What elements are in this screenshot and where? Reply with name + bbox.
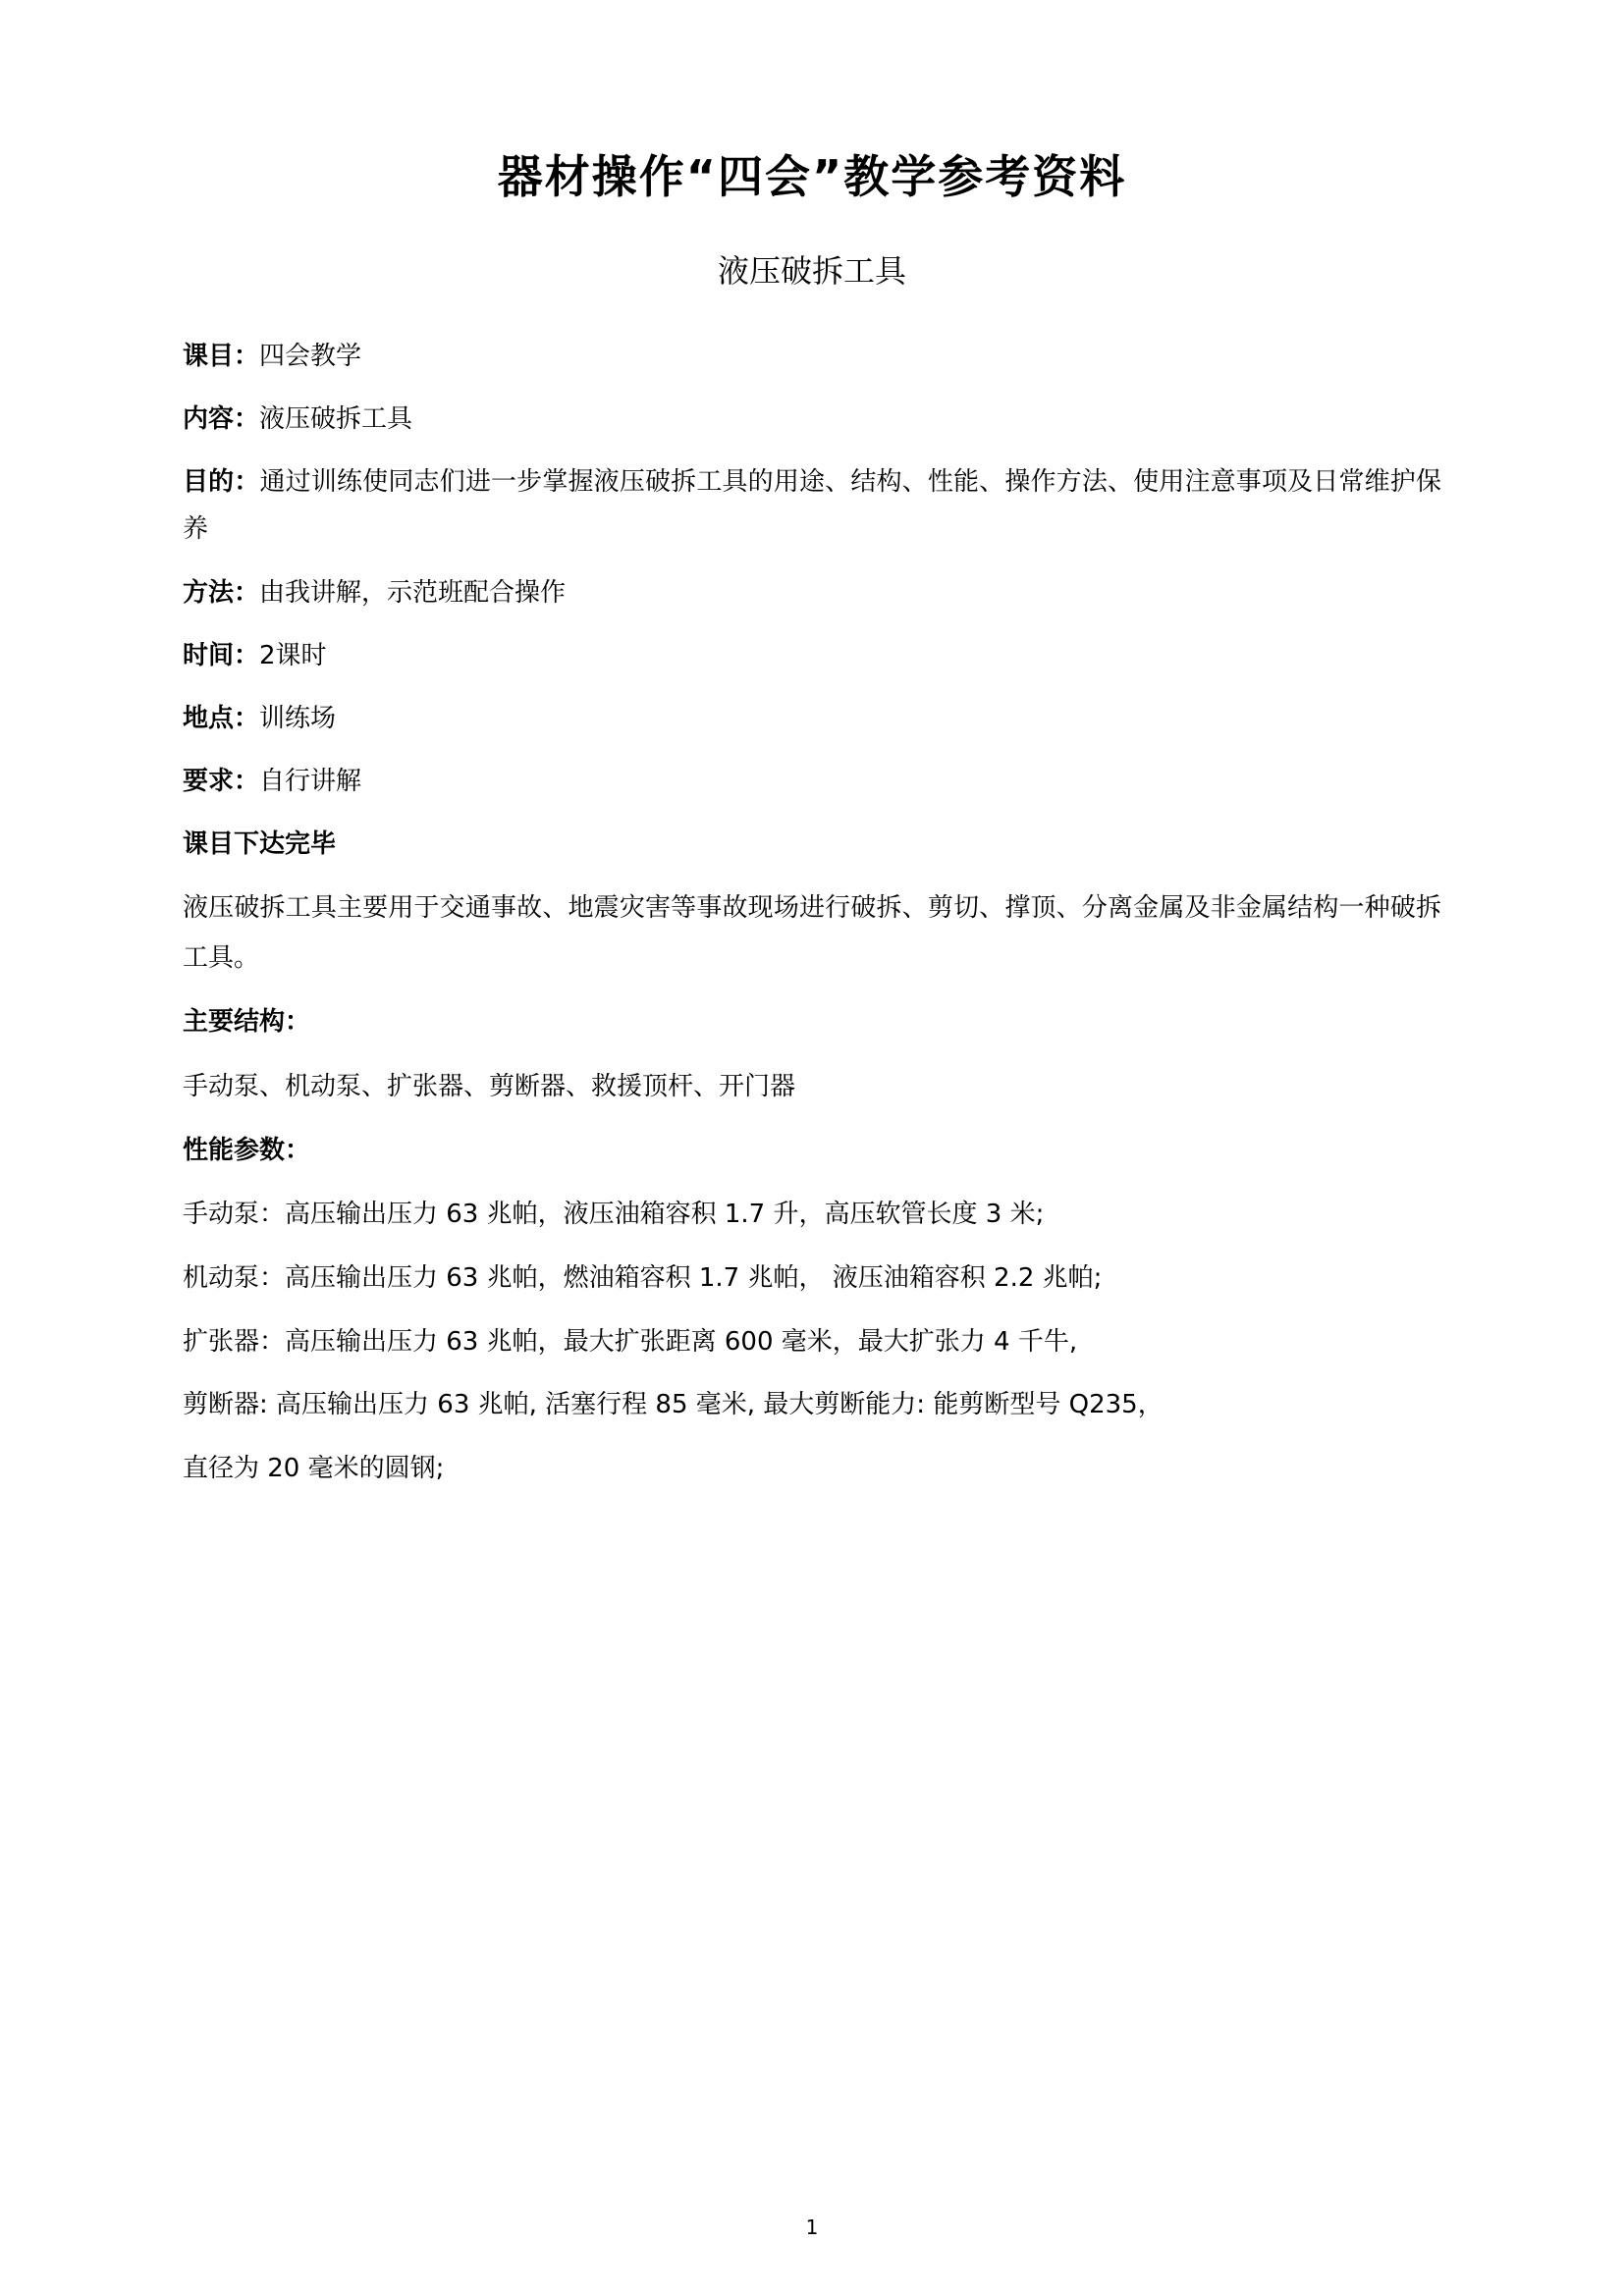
field-value: 通过训练使同志们进一步掌握液压破拆工具的用途、结构、性能、操作方法、使用注意事项及日常维护保养 — [183, 467, 1441, 545]
field-label: 课目： — [183, 342, 260, 372]
field-row-neirong — [183, 396, 1441, 443]
field-value: 训练场 — [259, 703, 337, 733]
spec-line-motor-pump: 机动泵：高压输出压力 63 兆帕，燃油箱容积 1.7 兆帕， 液压油箱容积 2.2 兆帕; — [183, 1262, 1103, 1293]
page-subtitle: 液压破拆工具 — [717, 252, 906, 291]
field-value: 2课时 — [259, 640, 327, 670]
field-label: 方法： — [183, 577, 260, 608]
field-label: 要求： — [183, 766, 260, 796]
specs-heading: 性能参数： — [183, 1136, 311, 1166]
spec-line-cutter-cont: 直径为 20 毫米的圆钢; — [183, 1454, 445, 1484]
field-row-yaoqiu — [183, 758, 1441, 805]
field-row-didian — [183, 695, 1441, 742]
field-value: 四会教学 — [259, 342, 362, 372]
notice-text: 课目下达完毕 — [183, 828, 337, 859]
intro-paragraph: 液压破拆工具主要用于交通事故、地震灾害等事故现场进行破拆、剪切、撑顶、分离金属及非金属结构一种破拆工具。 — [183, 893, 1441, 973]
field-row-fangfa — [183, 569, 1441, 616]
field-row-shijian — [183, 632, 1441, 679]
field-label: 时间： — [183, 640, 260, 670]
spec-line-spreader: 扩张器：高压输出压力 63 兆帕，最大扩张距离 600 毫米，最大扩张力 4 千牛, — [183, 1326, 1078, 1357]
spec-line-cutter: 剪断器: 高压输出压力 63 兆帕, 活塞行程 85 毫米, 最大剪断能力: 能剪断型号 Q235， — [183, 1390, 1164, 1420]
field-row-kemu — [183, 333, 1441, 380]
field-value: 由我讲解，示范班配合操作 — [259, 577, 567, 608]
document-body — [183, 333, 1441, 1494]
field-value: 自行讲解 — [259, 766, 362, 796]
field-label: 地点： — [183, 703, 260, 733]
structure-text: 手动泵、机动泵、扩张器、剪断器、救援顶杆、开门器 — [183, 1071, 796, 1101]
field-label: 内容： — [183, 404, 260, 435]
structure-heading: 主要结构： — [183, 1007, 311, 1038]
page-number: 1 — [805, 2216, 819, 2239]
field-value: 液压破拆工具 — [259, 404, 413, 435]
page-title: 器材操作“四会”教学参考资料 — [497, 150, 1127, 203]
field-label: 目的： — [183, 467, 260, 498]
spec-line-manual-pump: 手动泵：高压输出压力 63 兆帕，液压油箱容积 1.7 升，高压软管长度 3 米; — [183, 1200, 1045, 1230]
field-row-mudi — [183, 458, 1441, 553]
